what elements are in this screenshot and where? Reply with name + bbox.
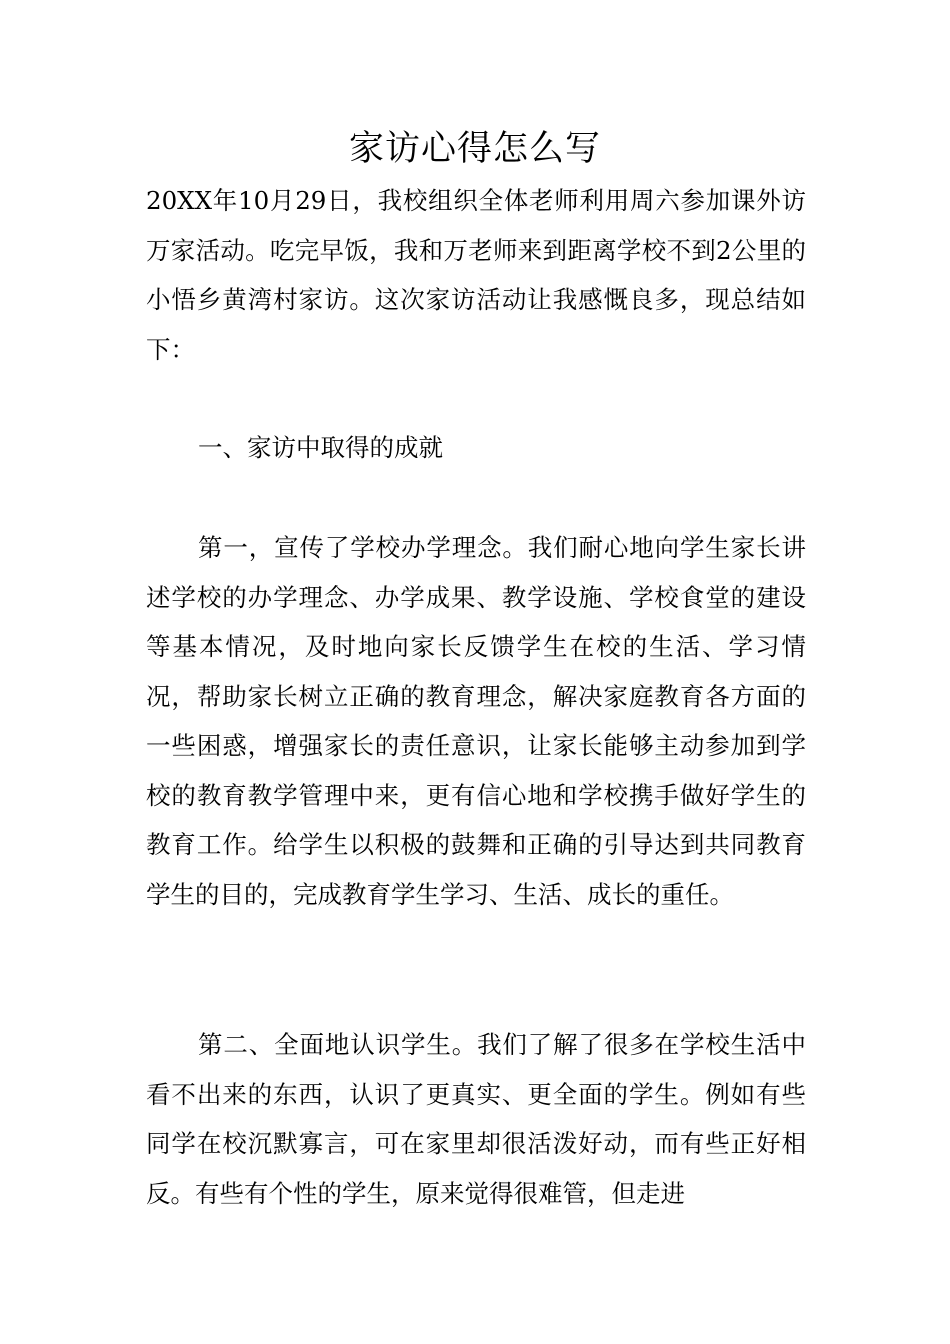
intro-paragraph: 20XX年10月29日，我校组织全体老师利用周六参加课外访万家活动。吃完早饭，我和万老师来到距离学校不到2公里的小悟乡黄湾村家访。这次家访活动让我感慨良多，现总结如下： bbox=[146, 186, 806, 364]
section-heading: 一、家访中取得的成就 bbox=[198, 433, 443, 462]
paragraph-second: 第二、全面地认识学生。我们了解了很多在学校生活中看不出来的东西，认识了更真实、更全面的学生。例如有些同学在校沉默寡言，可在家里却很活泼好动，而有些正好相反。有些有个性的学生，原来觉得很难管，但走进 bbox=[146, 1030, 806, 1208]
paragraph-first: 第一，宣传了学校办学理念。我们耐心地向学生家长讲述学校的办学理念、办学成果、教学设施、学校食堂的建设等基本情况，及时地向家长反馈学生在校的生活、学习情况，帮助家长树立正确的教育理念，解决家庭教育各方面的一些困惑，增强家长的责任意识，让家长能够主动参加到学校的教育教学管理中来，更有信心地和学校携手做好学生的教育工作。给学生以积极的鼓舞和正确的引导达到共同教育学生的目的，完成教育学生学习、生活、成长的重任。 bbox=[146, 533, 806, 909]
document-title: 家访心得怎么写 bbox=[348, 129, 601, 169]
